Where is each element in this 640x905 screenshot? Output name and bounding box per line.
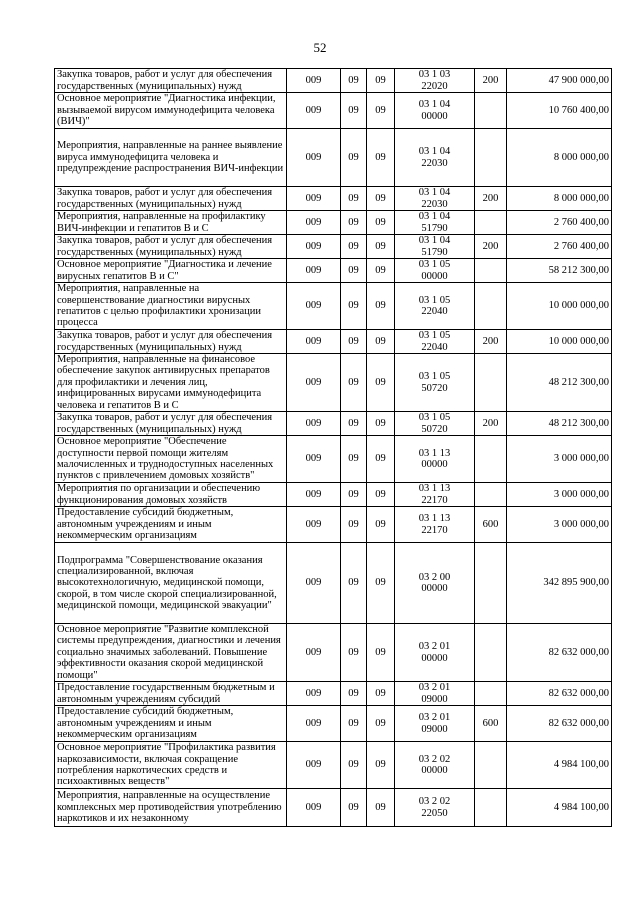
grbs-code-cell: 009 xyxy=(287,682,341,706)
subsection-code-cell: 09 xyxy=(367,789,395,827)
table-row xyxy=(55,543,612,624)
target-article-code-part1: 03 1 05 xyxy=(418,259,451,271)
table-row xyxy=(55,211,612,235)
amount-cell: 82 632 000,00 xyxy=(507,682,612,706)
table-row xyxy=(55,187,612,211)
row-name-cell: Основное мероприятие "Профилактика развития наркозависимости, включая сокращение потребления наркотических средств и психоактивных веществ" xyxy=(55,742,287,789)
target-article-code-part1: 03 1 04 xyxy=(418,211,451,223)
section-code-cell: 09 xyxy=(341,69,367,93)
table-row xyxy=(55,412,612,436)
expense-type-cell xyxy=(475,93,507,129)
target-article-code-part2: 22030 xyxy=(421,198,448,210)
subsection-code-cell: 09 xyxy=(367,742,395,789)
subsection-code-cell: 09 xyxy=(367,330,395,354)
row-name-cell: Закупка товаров, работ и услуг для обеспечения государственных (муниципальных) нужд xyxy=(55,412,287,436)
amount-cell: 82 632 000,00 xyxy=(507,706,612,742)
grbs-code-cell: 009 xyxy=(287,742,341,789)
amount-cell: 3 000 000,00 xyxy=(507,483,612,507)
amount-cell: 47 900 000,00 xyxy=(507,69,612,93)
target-article-cell xyxy=(395,624,475,682)
grbs-code-cell: 009 xyxy=(287,69,341,93)
amount-cell: 58 212 300,00 xyxy=(507,259,612,283)
grbs-code-cell: 009 xyxy=(287,436,341,483)
target-article-cell xyxy=(395,789,475,827)
table-row xyxy=(55,483,612,507)
target-article-code-part2: 00000 xyxy=(421,459,448,471)
target-article-code-part2: 22040 xyxy=(421,341,448,353)
target-article-code-part2: 22170 xyxy=(421,494,448,506)
section-code-cell: 09 xyxy=(341,682,367,706)
amount-cell: 3 000 000,00 xyxy=(507,436,612,483)
row-name-cell: Мероприятия по организации и обеспечению функционирования домовых хозяйств xyxy=(55,483,287,507)
section-code-cell: 09 xyxy=(341,789,367,827)
grbs-code-cell: 009 xyxy=(287,93,341,129)
row-name-cell: Закупка товаров, работ и услуг для обеспечения государственных (муниципальных) нужд xyxy=(55,69,287,93)
target-article-cell xyxy=(395,436,475,483)
amount-cell: 2 760 400,00 xyxy=(507,211,612,235)
section-code-cell: 09 xyxy=(341,412,367,436)
subsection-code-cell: 09 xyxy=(367,483,395,507)
target-article-code-part2: 09000 xyxy=(421,723,448,735)
row-name-cell: Основное мероприятие "Обеспечение доступности первой помощи жителям малочисленных и труднодоступных населенных пунктов с привлечением домовых хозяйств" xyxy=(55,436,287,483)
table-row xyxy=(55,259,612,283)
table-row xyxy=(55,789,612,827)
target-article-code-part1: 03 1 13 xyxy=(418,513,451,525)
target-article-code-part2: 22020 xyxy=(421,80,448,92)
row-name-cell: Предоставление государственным бюджетным и автономным учреждениям субсидий xyxy=(55,682,287,706)
target-article-cell xyxy=(395,235,475,259)
table-row xyxy=(55,682,612,706)
target-article-code-part2: 22050 xyxy=(421,807,448,819)
expense-type-cell: 200 xyxy=(475,69,507,93)
grbs-code-cell: 009 xyxy=(287,543,341,624)
expense-type-cell xyxy=(475,483,507,507)
target-article-code-part1: 03 1 05 xyxy=(418,330,451,342)
subsection-code-cell: 09 xyxy=(367,259,395,283)
target-article-cell xyxy=(395,69,475,93)
subsection-code-cell: 09 xyxy=(367,283,395,330)
row-name-cell: Закупка товаров, работ и услуг для обеспечения государственных (муниципальных) нужд xyxy=(55,235,287,259)
subsection-code-cell: 09 xyxy=(367,543,395,624)
section-code-cell: 09 xyxy=(341,742,367,789)
expense-type-cell: 600 xyxy=(475,507,507,543)
section-code-cell: 09 xyxy=(341,354,367,412)
section-code-cell: 09 xyxy=(341,436,367,483)
grbs-code-cell: 009 xyxy=(287,706,341,742)
expense-type-cell xyxy=(475,354,507,412)
expense-type-cell: 200 xyxy=(475,412,507,436)
section-code-cell: 09 xyxy=(341,235,367,259)
section-code-cell: 09 xyxy=(341,259,367,283)
grbs-code-cell: 009 xyxy=(287,330,341,354)
target-article-code-part1: 03 2 01 xyxy=(418,682,451,694)
section-code-cell: 09 xyxy=(341,624,367,682)
target-article-cell xyxy=(395,507,475,543)
target-article-code-part2: 51790 xyxy=(421,222,448,234)
target-article-cell xyxy=(395,483,475,507)
row-name-cell: Подпрограмма "Совершенствование оказания специализированной, включая высокотехнологичную, медицинской помощи, скорой, в том числе скорой специализированной, медицинской помощи, медицинской эвакуации" xyxy=(55,543,287,624)
expense-type-cell xyxy=(475,624,507,682)
target-article-cell xyxy=(395,211,475,235)
expense-type-cell xyxy=(475,129,507,187)
grbs-code-cell: 009 xyxy=(287,507,341,543)
target-article-code-part1: 03 1 05 xyxy=(418,371,451,383)
target-article-cell xyxy=(395,682,475,706)
row-name-cell: Основное мероприятие "Диагностика и лечение вирусных гепатитов В и С" xyxy=(55,259,287,283)
expense-type-cell xyxy=(475,789,507,827)
subsection-code-cell: 09 xyxy=(367,93,395,129)
target-article-code-part2: 00000 xyxy=(421,583,448,595)
subsection-code-cell: 09 xyxy=(367,624,395,682)
row-name-cell: Мероприятия, направленные на совершенствование диагностики вирусных гепатитов с целью профилактики хронизации процесса xyxy=(55,283,287,330)
target-article-code-part2: 50720 xyxy=(421,382,448,394)
amount-cell: 4 984 100,00 xyxy=(507,789,612,827)
expense-type-cell xyxy=(475,259,507,283)
row-name-cell: Мероприятия, направленные на профилактику ВИЧ-инфекции и гепатитов В и С xyxy=(55,211,287,235)
target-article-cell xyxy=(395,283,475,330)
amount-cell: 10 000 000,00 xyxy=(507,330,612,354)
subsection-code-cell: 09 xyxy=(367,129,395,187)
row-name-cell: Основное мероприятие "Развитие комплексной системы предупреждения, диагностики и лечения социально значимых заболеваний. Повышение эффективности оказания скорой медицинской помощи" xyxy=(55,624,287,682)
target-article-cell xyxy=(395,129,475,187)
target-article-cell xyxy=(395,354,475,412)
subsection-code-cell: 09 xyxy=(367,412,395,436)
section-code-cell: 09 xyxy=(341,543,367,624)
grbs-code-cell: 009 xyxy=(287,789,341,827)
table-row xyxy=(55,129,612,187)
target-article-code-part2: 09000 xyxy=(421,693,448,705)
row-name-cell: Закупка товаров, работ и услуг для обеспечения государственных (муниципальных) нужд xyxy=(55,187,287,211)
amount-cell: 4 984 100,00 xyxy=(507,742,612,789)
grbs-code-cell: 009 xyxy=(287,624,341,682)
target-article-code-part1: 03 1 13 xyxy=(418,483,451,495)
grbs-code-cell: 009 xyxy=(287,412,341,436)
subsection-code-cell: 09 xyxy=(367,507,395,543)
target-article-code-part1: 03 1 04 xyxy=(418,187,451,199)
subsection-code-cell: 09 xyxy=(367,187,395,211)
table-row xyxy=(55,69,612,93)
grbs-code-cell: 009 xyxy=(287,187,341,211)
grbs-code-cell: 009 xyxy=(287,211,341,235)
page-number: 52 xyxy=(313,40,327,55)
table-row xyxy=(55,330,612,354)
section-code-cell: 09 xyxy=(341,93,367,129)
table-row xyxy=(55,354,612,412)
target-article-code-part1: 03 2 02 xyxy=(418,796,451,808)
row-name-cell: Закупка товаров, работ и услуг для обеспечения государственных (муниципальных) нужд xyxy=(55,330,287,354)
grbs-code-cell: 009 xyxy=(287,354,341,412)
expense-type-cell: 600 xyxy=(475,706,507,742)
target-article-cell xyxy=(395,543,475,624)
expense-type-cell xyxy=(475,682,507,706)
row-name-cell: Мероприятия, направленные на раннее выявление вируса иммунодефицита человека и предупреждение распространения ВИЧ-инфекции xyxy=(55,129,287,187)
section-code-cell: 09 xyxy=(341,507,367,543)
subsection-code-cell: 09 xyxy=(367,235,395,259)
expense-type-cell xyxy=(475,211,507,235)
table-row xyxy=(55,507,612,543)
amount-cell: 10 000 000,00 xyxy=(507,283,612,330)
amount-cell: 82 632 000,00 xyxy=(507,624,612,682)
section-code-cell: 09 xyxy=(341,330,367,354)
grbs-code-cell: 009 xyxy=(287,283,341,330)
target-article-code-part2: 22030 xyxy=(421,157,448,169)
row-name-cell: Предоставление субсидий бюджетным, автономным учреждениям и иным некоммерческим организациям xyxy=(55,706,287,742)
target-article-code-part1: 03 2 00 xyxy=(418,571,451,583)
target-article-code-part2: 22040 xyxy=(421,306,448,317)
target-article-code-part1: 03 1 13 xyxy=(418,447,451,459)
target-article-code-part2: 00000 xyxy=(421,652,448,664)
subsection-code-cell: 09 xyxy=(367,682,395,706)
target-article-code-part1: 03 2 01 xyxy=(418,712,451,724)
subsection-code-cell: 09 xyxy=(367,69,395,93)
expense-type-cell xyxy=(475,742,507,789)
amount-cell: 8 000 000,00 xyxy=(507,129,612,187)
target-article-code-part2: 00000 xyxy=(421,765,448,777)
target-article-code-part1: 03 2 01 xyxy=(418,641,451,653)
target-article-cell xyxy=(395,742,475,789)
row-name-cell: Предоставление субсидий бюджетным, автономным учреждениям и иным некоммерческим организациям xyxy=(55,507,287,543)
target-article-code-part2: 22170 xyxy=(421,524,448,536)
section-code-cell: 09 xyxy=(341,211,367,235)
subsection-code-cell: 09 xyxy=(367,706,395,742)
expense-type-cell: 200 xyxy=(475,235,507,259)
target-article-cell xyxy=(395,259,475,283)
grbs-code-cell: 009 xyxy=(287,235,341,259)
target-article-cell xyxy=(395,330,475,354)
target-article-code-part1: 03 1 05 xyxy=(418,294,451,306)
target-article-code-part2: 51790 xyxy=(421,246,448,258)
table-row xyxy=(55,624,612,682)
target-article-cell xyxy=(395,187,475,211)
budget-table xyxy=(54,68,612,827)
grbs-code-cell: 009 xyxy=(287,483,341,507)
section-code-cell: 09 xyxy=(341,129,367,187)
target-article-cell xyxy=(395,706,475,742)
table-row xyxy=(55,93,612,129)
grbs-code-cell: 009 xyxy=(287,259,341,283)
expense-type-cell xyxy=(475,436,507,483)
table-row xyxy=(55,742,612,789)
row-name-cell: Мероприятия, направленные на финансовое обеспечение закупок антивирусных препаратов для профилактики и лечения лиц, инфицированных вирусами иммунодефицита человека и гепатитов В и С xyxy=(55,354,287,412)
table-row xyxy=(55,706,612,742)
expense-type-cell: 200 xyxy=(475,187,507,211)
row-name-cell: Основное мероприятие "Диагностика инфекции, вызываемой вирусом иммунодефицита человека (ВИЧ)" xyxy=(55,93,287,129)
target-article-code-part1: 03 1 04 xyxy=(418,146,451,158)
target-article-code-part1: 03 1 04 xyxy=(418,235,451,247)
target-article-code-part2: 50720 xyxy=(421,423,448,435)
section-code-cell: 09 xyxy=(341,187,367,211)
amount-cell: 10 760 400,00 xyxy=(507,93,612,129)
table-row xyxy=(55,235,612,259)
amount-cell: 3 000 000,00 xyxy=(507,507,612,543)
expense-type-cell xyxy=(475,283,507,330)
target-article-code-part2: 00000 xyxy=(421,270,448,282)
amount-cell: 48 212 300,00 xyxy=(507,354,612,412)
target-article-code-part1: 03 1 04 xyxy=(418,99,451,111)
amount-cell: 2 760 400,00 xyxy=(507,235,612,259)
target-article-cell xyxy=(395,93,475,129)
table-row xyxy=(55,436,612,483)
expense-type-cell xyxy=(475,543,507,624)
amount-cell: 8 000 000,00 xyxy=(507,187,612,211)
target-article-code-part1: 03 2 02 xyxy=(418,753,451,765)
subsection-code-cell: 09 xyxy=(367,436,395,483)
amount-cell: 48 212 300,00 xyxy=(507,412,612,436)
table-row xyxy=(55,283,612,330)
subsection-code-cell: 09 xyxy=(367,354,395,412)
expense-type-cell: 200 xyxy=(475,330,507,354)
target-article-code-part1: 03 1 03 xyxy=(418,69,451,81)
section-code-cell: 09 xyxy=(341,283,367,330)
amount-cell: 342 895 900,00 xyxy=(507,543,612,624)
section-code-cell: 09 xyxy=(341,706,367,742)
target-article-cell xyxy=(395,412,475,436)
section-code-cell: 09 xyxy=(341,483,367,507)
target-article-code-part2: 00000 xyxy=(421,110,448,122)
budget-table-body xyxy=(55,69,612,827)
row-name-cell: Мероприятия, направленные на осуществление комплексных мер противодействия употреблению наркотиков и их незаконному xyxy=(55,789,287,827)
target-article-code-part1: 03 1 05 xyxy=(418,412,451,424)
grbs-code-cell: 009 xyxy=(287,129,341,187)
subsection-code-cell: 09 xyxy=(367,211,395,235)
